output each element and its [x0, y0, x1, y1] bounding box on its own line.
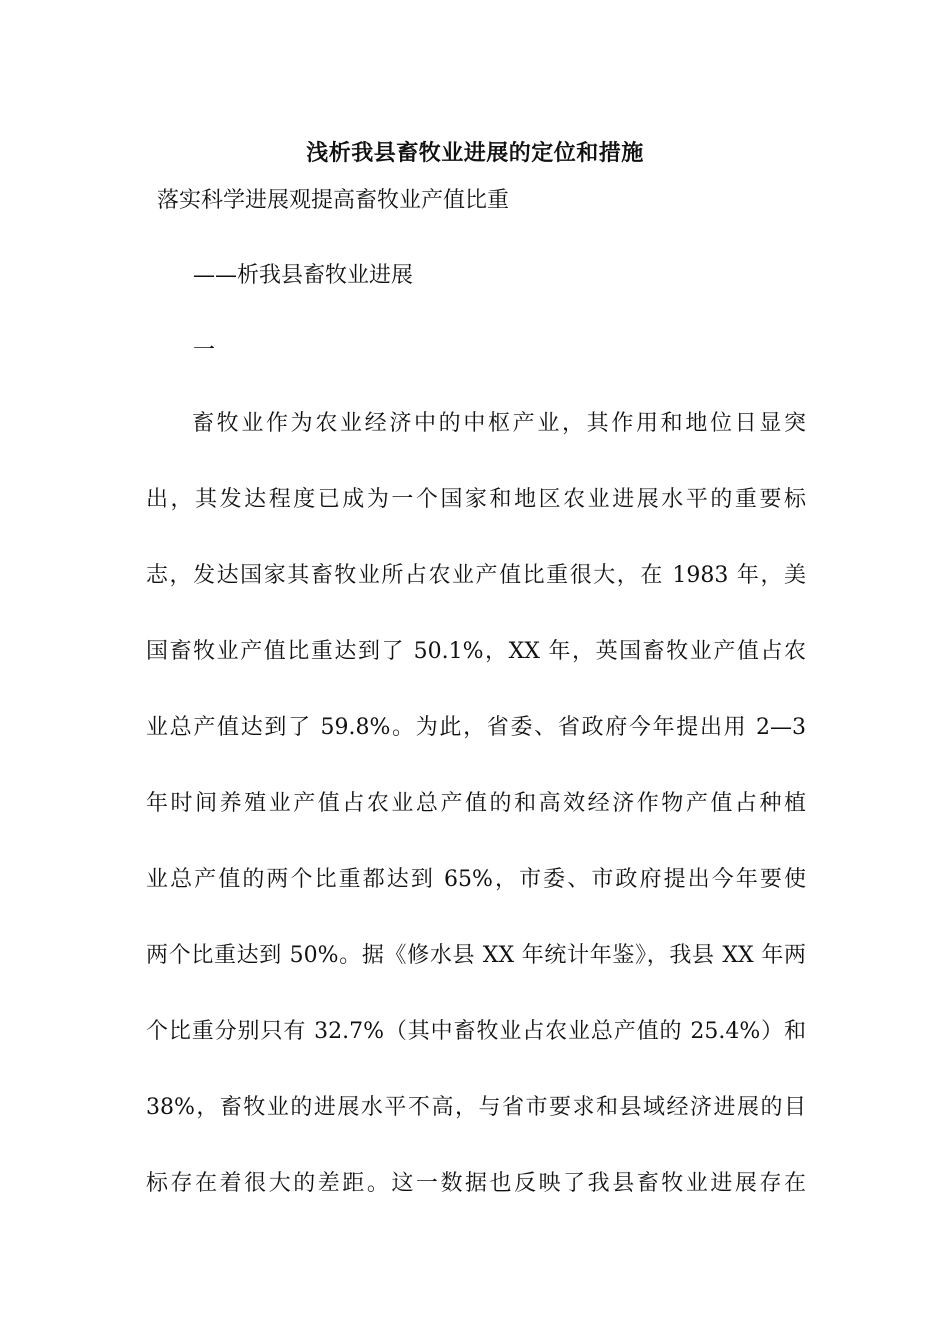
paragraph-line: 志，发达国家其畜牧业所占农业产值比重很大，在 1983 年，美: [146, 563, 806, 588]
document-subtitle: 落实科学进展观提高畜牧业产值比重: [157, 188, 510, 213]
subtitle-dash-line: ——析我县畜牧业进展: [193, 263, 414, 288]
paragraph-line: 38%，畜牧业的进展水平不高，与省市要求和县域经济进展的目: [146, 1095, 806, 1120]
paragraph-line: 个比重分别只有 32.7%（其中畜牧业占农业总产值的 25.4%）和: [146, 1019, 806, 1044]
paragraph-line: 两个比重达到 50%。据《修水县 XX 年统计年鉴》，我县 XX 年两: [146, 943, 806, 968]
paragraph-line: 国畜牧业产值比重达到了 50.1%，XX 年，英国畜牧业产值占农: [146, 639, 806, 664]
paragraph-line: 出，其发达程度已成为一个国家和地区农业进展水平的重要标: [146, 487, 806, 512]
paragraph-line: 年时间养殖业产值占农业总产值的和高效经济作物产值占种植: [146, 791, 806, 816]
paragraph-line: 业总产值的两个比重都达到 65%，市委、市政府提出今年要使: [146, 867, 806, 892]
body-paragraph: [146, 408, 806, 1244]
paragraph-line: 业总产值达到了 59.8%。为此，省委、省政府今年提出用 2—3: [146, 715, 806, 740]
paragraph-line: 畜牧业作为农业经济中的中枢产业，其作用和地位日显突: [192, 411, 806, 436]
section-number: 一: [193, 338, 216, 363]
document-title: 浅析我县畜牧业进展的定位和措施: [306, 140, 644, 166]
paragraph-line: 标存在着很大的差距。这一数据也反映了我县畜牧业进展存在: [146, 1171, 806, 1196]
